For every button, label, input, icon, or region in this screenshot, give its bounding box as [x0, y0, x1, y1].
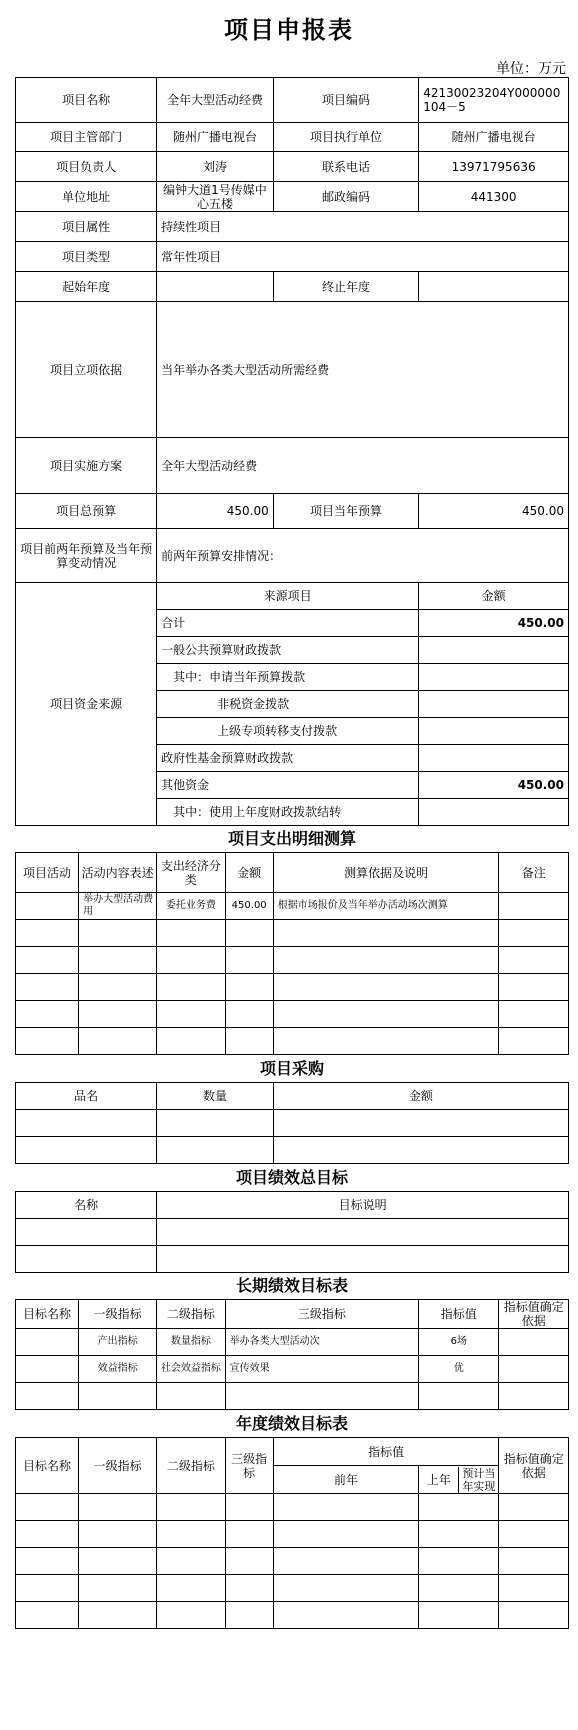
long-term-row: [16, 1383, 569, 1410]
long-term-header: 指标值确定依据: [499, 1300, 569, 1329]
expense-cell: 举办大型活动费用: [79, 893, 157, 920]
long-term-cell: 效益指标: [79, 1356, 157, 1383]
expense-header: 测算依据及说明: [273, 853, 499, 893]
long-term-cell: 宣传效果: [225, 1356, 419, 1383]
long-term-header: 目标名称: [16, 1300, 79, 1329]
total-budget-label: 项目总预算: [16, 494, 157, 529]
type-value: 常年性项目: [157, 242, 569, 272]
long-term-cell: 举办各类大型活动次: [225, 1329, 419, 1356]
prev-budget-value: 前两年预算安排情况：: [157, 529, 569, 583]
annual-header: 目标名称: [16, 1438, 79, 1494]
project-code-label: 项目编码: [273, 78, 418, 123]
goal-row: [16, 1219, 569, 1246]
long-term-cell: 优: [419, 1356, 499, 1383]
funding-row-name: 一般公共预算财政拨款: [157, 637, 419, 664]
expense-header: 支出经济分类: [157, 853, 225, 893]
basis-label: 项目立项依据: [16, 302, 157, 438]
funding-row-name: 其中：使用上年度财政拨款结转: [157, 799, 419, 826]
expense-row: [16, 1028, 569, 1055]
phone-value: 13971795636: [419, 152, 569, 182]
annual-section-title: 年度绩效目标表: [16, 1410, 569, 1438]
long-term-header: 一级指标: [79, 1300, 157, 1329]
expense-row: [16, 947, 569, 974]
prev-budget-label: 项目前两年预算及当年预算变动情况: [16, 529, 157, 583]
long-term-header: 三级指标: [225, 1300, 419, 1329]
funding-row-amount: [419, 799, 569, 826]
long-term-cell: 产出指标: [79, 1329, 157, 1356]
funding-label: 项目资金来源: [16, 583, 157, 826]
long-term-cell: [499, 1356, 569, 1383]
page-title: 项目申报表: [224, 16, 354, 44]
exec-unit-label: 项目执行单位: [273, 123, 418, 152]
dept-label: 项目主管部门: [16, 123, 157, 152]
long-term-cell: 6场: [419, 1329, 499, 1356]
long-term-header: 二级指标: [157, 1300, 225, 1329]
expense-row: [16, 974, 569, 1001]
attr-label: 项目属性: [16, 212, 157, 242]
start-year-label: 起始年度: [16, 272, 157, 302]
funding-col-source: 来源项目: [157, 583, 419, 610]
procurement-header: 金额: [273, 1083, 568, 1110]
procurement-row: [16, 1137, 569, 1164]
procurement-section-title: 项目采购: [16, 1055, 569, 1083]
zip-value: 441300: [419, 182, 569, 212]
address-label: 单位地址: [16, 182, 157, 212]
leader-value: 刘涛: [157, 152, 274, 182]
annual-row: [16, 1575, 569, 1602]
expense-header: 金额: [225, 853, 273, 893]
address-value: 编钟大道1号传媒中心五楼: [157, 182, 274, 212]
funding-row-name: 非税资金拨款: [157, 691, 419, 718]
expense-cell: 根据市场报价及当年举办活动场次测算: [273, 893, 499, 920]
annual-row: [16, 1494, 569, 1521]
report-sheet: [15, 77, 569, 1629]
procurement-row: [16, 1110, 569, 1137]
goal-row: [16, 1246, 569, 1273]
long-term-section-title: 长期绩效目标表: [16, 1273, 569, 1300]
funding-row-amount: [419, 691, 569, 718]
expense-row: [16, 1001, 569, 1028]
long-term-cell: [16, 1329, 79, 1356]
goal-section-title: 项目绩效总目标: [16, 1164, 569, 1192]
funding-row-amount: [419, 718, 569, 745]
year-budget-value: 450.00: [419, 494, 569, 529]
long-term-header: 指标值: [419, 1300, 499, 1329]
funding-row-name: 其中：申请当年预算拨款: [157, 664, 419, 691]
project-name-value: 全年大型活动经费: [157, 78, 274, 123]
phone-label: 联系电话: [273, 152, 418, 182]
funding-row-amount: 450.00: [419, 772, 569, 799]
expense-header: 备注: [499, 853, 569, 893]
annual-header: 三级指标: [225, 1438, 273, 1494]
funding-row-name: 政府性基金预算财政拨款: [157, 745, 419, 772]
annual-header: 一级指标: [79, 1438, 157, 1494]
project-name-label: 项目名称: [16, 78, 157, 123]
expense-cell: 450.00: [225, 893, 273, 920]
funding-row-amount: 450.00: [419, 610, 569, 637]
total-budget-value: 450.00: [157, 494, 274, 529]
leader-label: 项目负责人: [16, 152, 157, 182]
dept-value: 随州广播电视台: [157, 123, 274, 152]
annual-row: [16, 1521, 569, 1548]
project-code-value: 42130023204Y000000104－5: [419, 78, 569, 123]
expense-section-title: 项目支出明细测算: [16, 826, 569, 853]
funding-col-amount: 金额: [419, 583, 569, 610]
goal-header: 目标说明: [157, 1192, 569, 1219]
annual-row: [16, 1548, 569, 1575]
funding-row-amount: [419, 664, 569, 691]
exec-unit-value: 随州广播电视台: [419, 123, 569, 152]
funding-row-amount: [419, 745, 569, 772]
procurement-header: 数量: [157, 1083, 274, 1110]
end-year-label: 终止年度: [273, 272, 418, 302]
annual-subheader: 前年: [273, 1466, 418, 1494]
unit-label: 单位：万元: [496, 61, 566, 77]
long-term-cell: 社会效益指标: [157, 1356, 225, 1383]
annual-header: 指标值: [273, 1438, 499, 1466]
basis-value: 当年举办各类大型活动所需经费: [157, 302, 569, 438]
funding-row-name: 上级专项转移支付拨款: [157, 718, 419, 745]
procurement-header: 品名: [16, 1083, 157, 1110]
goal-header: 名称: [16, 1192, 157, 1219]
expense-header: 项目活动: [16, 853, 79, 893]
funding-row-name: 合计: [157, 610, 419, 637]
annual-header: 二级指标: [157, 1438, 225, 1494]
expense-cell: [499, 893, 569, 920]
expense-cell: [16, 893, 79, 920]
year-budget-label: 项目当年预算: [273, 494, 418, 529]
annual-subheader: 上年: [419, 1467, 459, 1493]
end-year-value: [419, 272, 569, 302]
funding-row-amount: [419, 637, 569, 664]
long-term-cell: [499, 1329, 569, 1356]
zip-label: 邮政编码: [273, 182, 418, 212]
expense-row: [16, 920, 569, 947]
annual-subheader: [419, 1466, 499, 1494]
funding-row-name: 其他资金: [157, 772, 419, 799]
long-term-cell: 数量指标: [157, 1329, 225, 1356]
start-year-value: [157, 272, 274, 302]
expense-cell: 委托业务费: [157, 893, 225, 920]
plan-label: 项目实施方案: [16, 438, 157, 494]
plan-value: 全年大型活动经费: [157, 438, 569, 494]
annual-row: [16, 1602, 569, 1629]
type-label: 项目类型: [16, 242, 157, 272]
annual-header: 指标值确定依据: [499, 1438, 569, 1494]
expense-header: 活动内容表述: [79, 853, 157, 893]
report-table: [15, 77, 569, 1629]
long-term-cell: [16, 1356, 79, 1383]
annual-subheader: 预计当年实现: [462, 1466, 496, 1493]
attr-value: 持续性项目: [157, 212, 569, 242]
